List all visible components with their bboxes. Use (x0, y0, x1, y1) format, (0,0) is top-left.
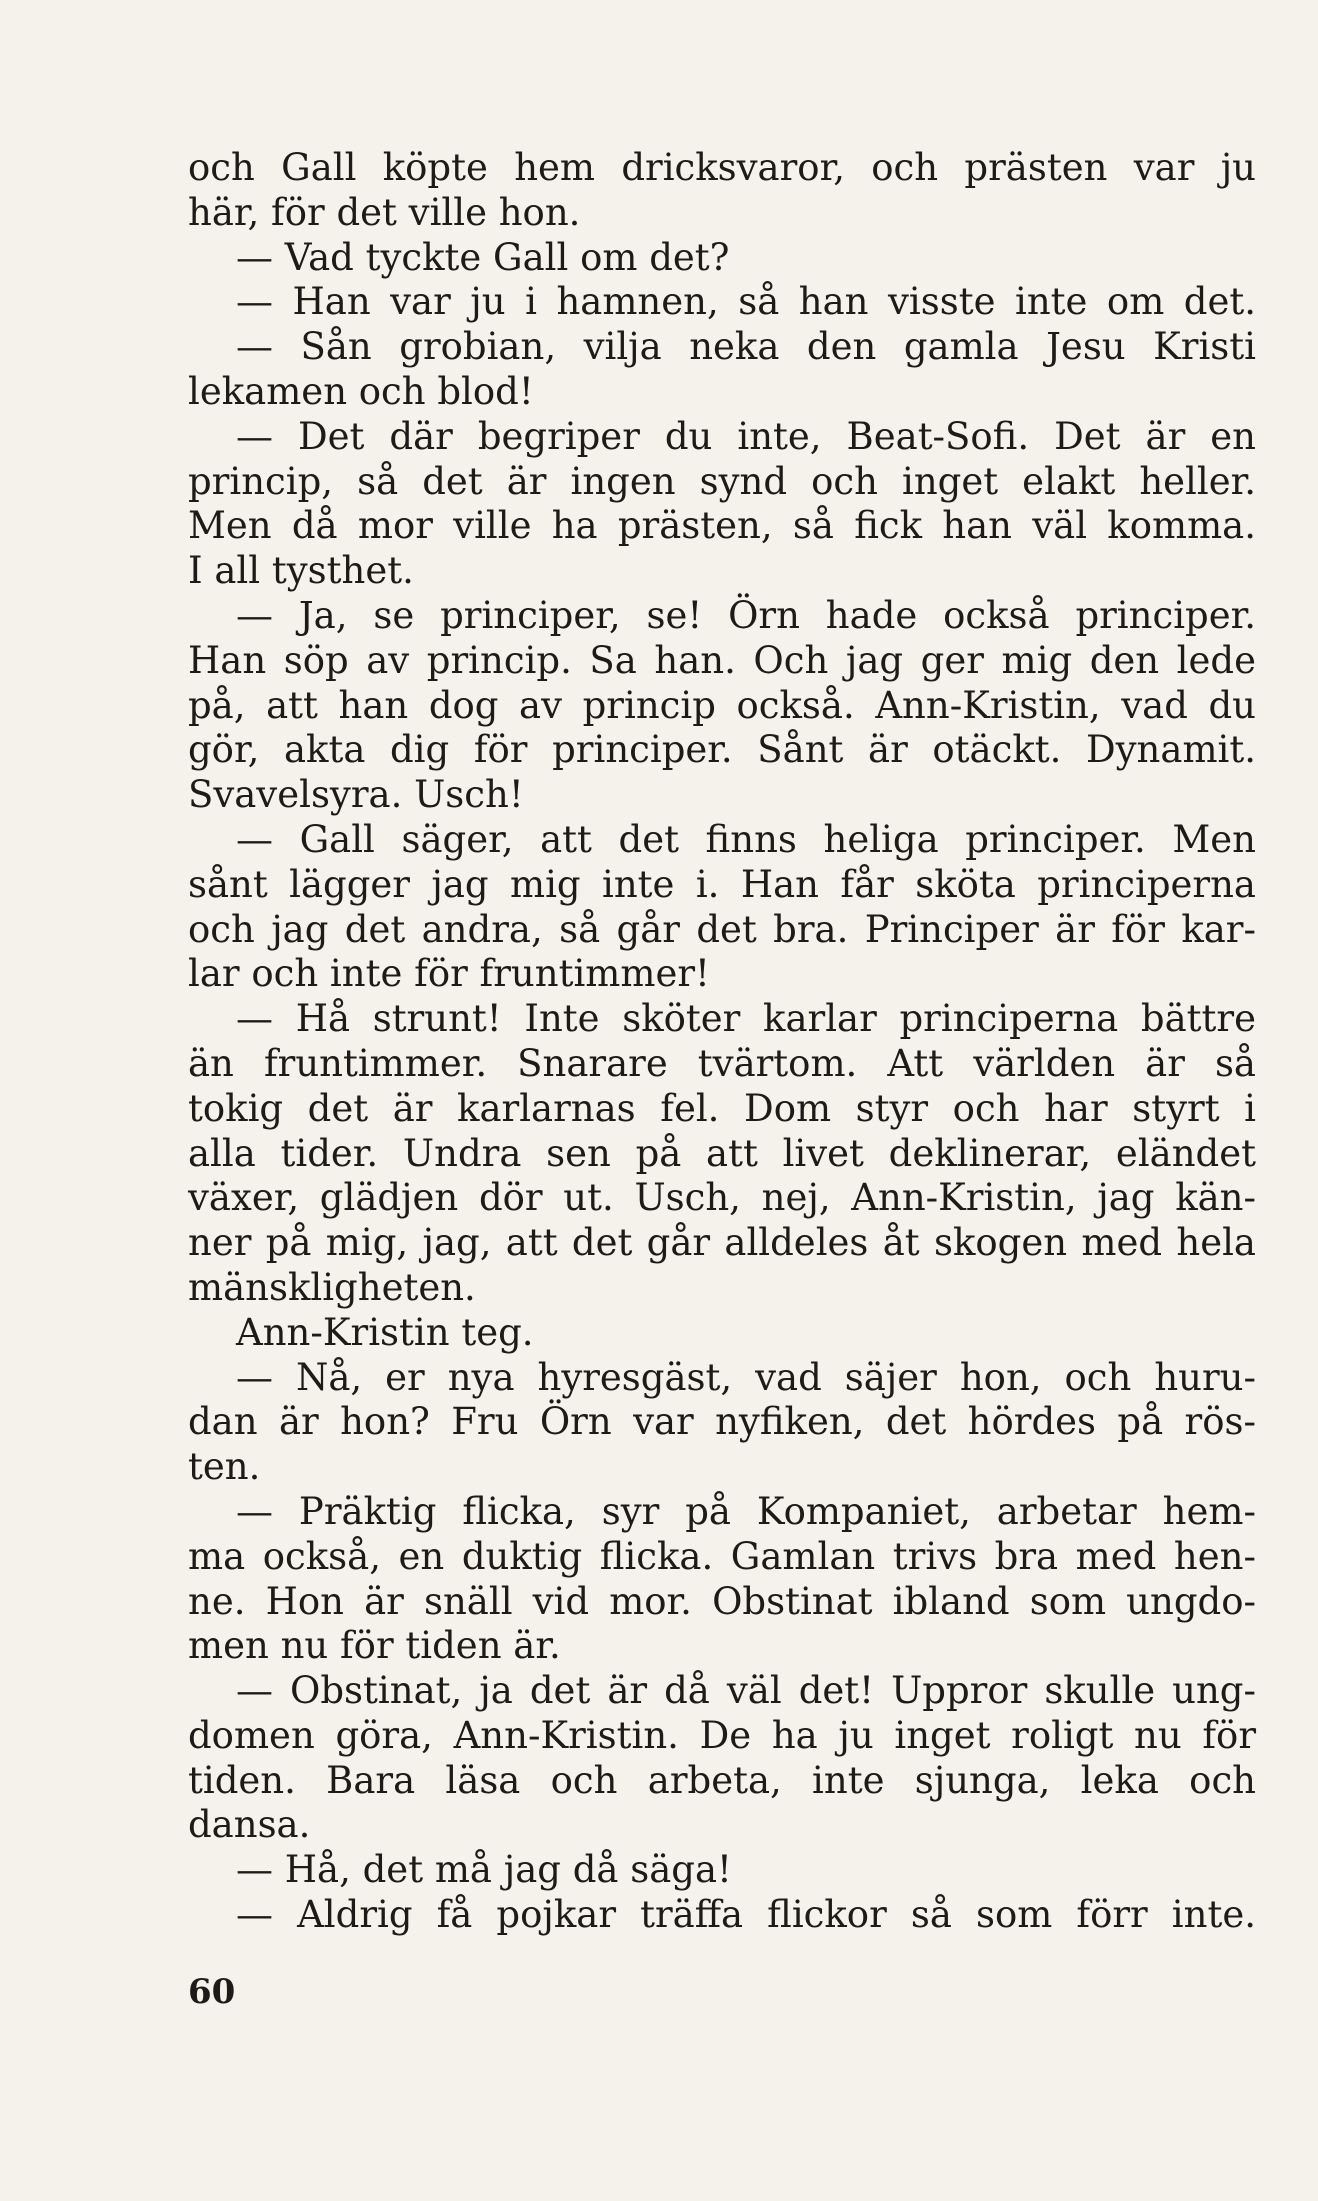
text-line: alla tider. Undra sen på att livet deklinerar, eländet (188, 1131, 1256, 1175)
text-line: och Gall köpte hem dricksvaror, och prästen var ju (188, 146, 1256, 189)
text-line: — Han var ju i hamnen, så han visste inte om det. (236, 280, 1256, 324)
text-line: på, att han dog av princip också. Ann-Kristin, vad du (188, 683, 1256, 727)
text-line: — Sån grobian, vilja neka den gamla Jesu Kristi (236, 325, 1256, 369)
text-line: växer, glädjen dör ut. Usch, nej, Ann-Kristin, jag kän- (188, 1176, 1256, 1220)
text-line: — Hå, det må jag då säga! (236, 1848, 732, 1892)
text-line: — Det där begriper du inte, Beat-Sofi. Det är en (236, 414, 1256, 458)
text-line: och jag det andra, så går det bra. Principer är för kar- (188, 907, 1256, 951)
text-line: — Aldrig få pojkar träffa flickor så som förr inte. (236, 1893, 1256, 1937)
text-line: Han söp av princip. Sa han. Och jag ger mig den lede (188, 638, 1256, 682)
text-line: men nu för tiden är. (188, 1624, 561, 1668)
text-line: — Ja, se principer, se! Örn hade också principer. (236, 593, 1256, 637)
text-line: — Nå, er nya hyresgäst, vad säjer hon, och huru- (236, 1355, 1256, 1399)
text-line: domen göra, Ann-Kristin. De ha ju inget roligt nu för (188, 1713, 1256, 1757)
text-line: — Vad tyckte Gall om det? (236, 235, 730, 279)
text-line: lekamen och blod! (188, 369, 534, 413)
text-line: dansa. (188, 1803, 311, 1847)
text-line: här, för det ville hon. (188, 190, 581, 234)
text-line: dan är hon? Fru Örn var nyfiken, det hördes på rös- (188, 1400, 1256, 1444)
text-line: sånt lägger jag mig inte i. Han får sköta principerna (188, 862, 1256, 906)
page-number: 60 (188, 1972, 236, 2012)
text-line: mänskligheten. (188, 1265, 476, 1309)
text-line: Svavelsyra. Usch! (188, 773, 524, 817)
text-line: lar och inte för fruntimmer! (188, 952, 710, 996)
text-line: gör, akta dig för principer. Sånt är otäckt. Dynamit. (188, 728, 1256, 772)
text-line: — Hå strunt! Inte sköter karlar principerna bättre (236, 997, 1256, 1041)
text-line: tiden. Bara läsa och arbeta, inte sjunga, leka och (188, 1758, 1256, 1802)
text-line: än fruntimmer. Snarare tvärtom. Att världen är så (188, 1041, 1256, 1085)
text-line: princip, så det är ingen synd och inget elakt heller. (188, 459, 1256, 503)
body-text (188, 146, 1256, 1938)
text-line: I all tysthet. (188, 549, 414, 593)
text-line: Men då mor ville ha prästen, så fick han väl komma. (188, 504, 1256, 548)
text-line: ner på mig, jag, att det går alldeles åt skogen med hela (188, 1221, 1256, 1265)
text-line: Ann-Kristin teg. (236, 1310, 534, 1354)
text-line: tokig det är karlarnas fel. Dom styr och har styrt i (188, 1086, 1256, 1130)
text-line: ten. (188, 1445, 261, 1489)
text-line: ne. Hon är snäll vid mor. Obstinat ibland som ungdo- (188, 1579, 1256, 1623)
text-line: — Präktig flicka, syr på Kompaniet, arbetar hem- (236, 1489, 1256, 1533)
text-line: ma också, en duktig flicka. Gamlan trivs bra med hen- (188, 1534, 1256, 1578)
text-line: — Gall säger, att det finns heliga principer. Men (236, 817, 1256, 861)
text-line: — Obstinat, ja det är då väl det! Uppror skulle ung- (236, 1669, 1256, 1713)
